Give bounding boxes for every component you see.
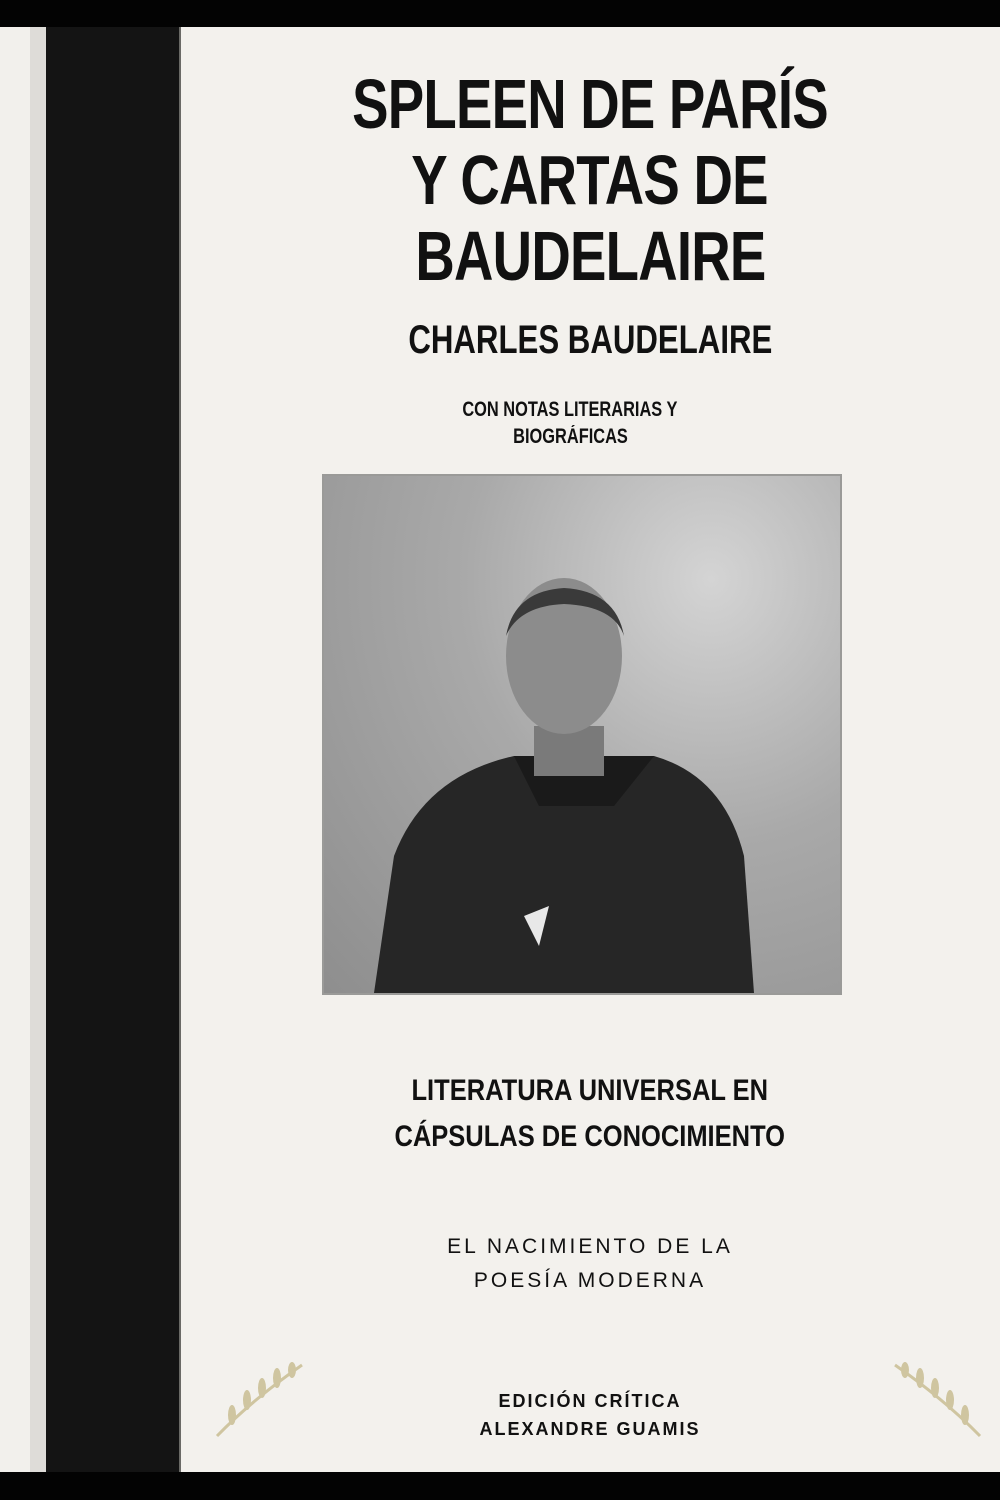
bottom-border <box>0 1472 1000 1500</box>
spine-band <box>46 27 181 1472</box>
title-line-3: BAUDELAIRE <box>414 217 766 295</box>
top-border <box>0 0 1000 27</box>
author-name: CHARLES BAUDELAIRE <box>407 318 773 362</box>
subtitle-line-1: EL NACIMIENTO DE LA <box>447 1235 733 1258</box>
series-name <box>180 1068 1000 1160</box>
spine-shadow <box>30 27 46 1472</box>
left-margin <box>0 27 30 1472</box>
notes <box>420 396 720 450</box>
title-line-2: Y CARTAS DE <box>411 141 769 219</box>
portrait-figure <box>324 476 840 993</box>
subtitle <box>180 1230 1000 1298</box>
series-line-2: CÁPSULAS DE CONOCIMIENTO <box>394 1120 786 1153</box>
subtitle-line-2: POESÍA MODERNA <box>473 1269 707 1292</box>
edition-label: EDICIÓN CRÍTICA <box>498 1391 682 1411</box>
editor-name: ALEXANDRE GUAMIS <box>479 1419 701 1439</box>
title-line-1: SPLEEN DE PARÍS <box>352 65 828 143</box>
book-title <box>180 66 1000 294</box>
notes-line-2: BIOGRÁFICAS <box>512 425 628 448</box>
author-portrait <box>322 474 842 995</box>
edition <box>180 1387 1000 1443</box>
series-line-1: LITERATURA UNIVERSAL EN <box>411 1074 769 1107</box>
notes-line-1: CON NOTAS LITERARIAS Y <box>462 398 678 421</box>
